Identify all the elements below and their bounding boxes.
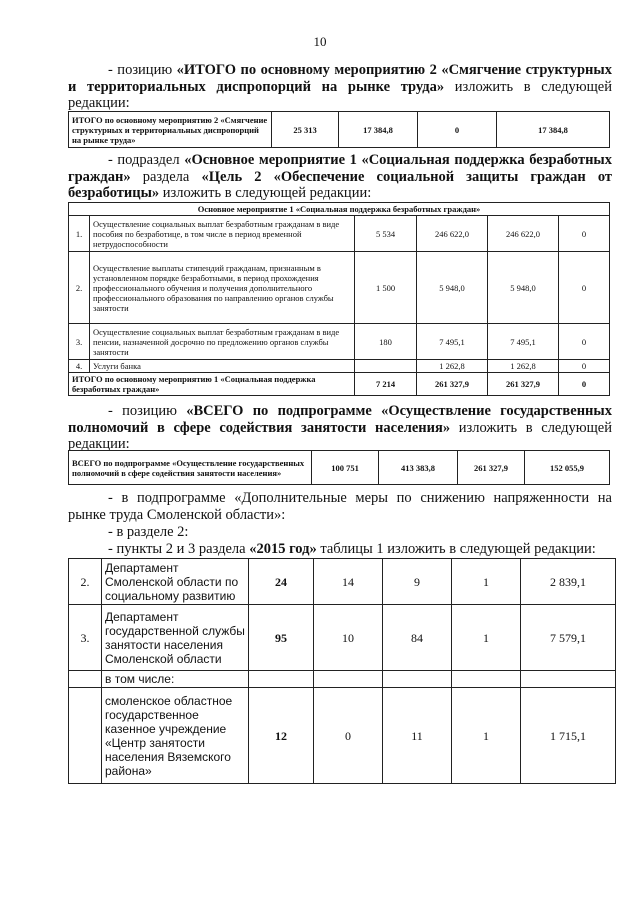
paragraph-subprogram: - в подпрограмме «Дополнительные меры по снижению напряженности на рынке труда Смоленской области»:: [68, 490, 612, 523]
para-mid: раздела: [130, 168, 202, 185]
row-value-c: 9: [383, 559, 452, 605]
row-value-e: 2 839,1: [521, 559, 616, 605]
row-value-a: 12: [249, 688, 314, 784]
itogo-2-v3: 0: [418, 112, 497, 148]
vsego-label: ВСЕГО по подпрограмме «Осуществление государственных полномочий в сфере содействия занятости населения»: [69, 451, 312, 485]
table-row: [69, 671, 616, 688]
itogo-2-v2: 17 384,8: [339, 112, 418, 148]
row-value-a: 95: [249, 605, 314, 671]
total-value-b: 261 327,9: [417, 373, 488, 396]
paragraph-itogo-2: [68, 62, 612, 112]
row-value-c: 246 622,0: [488, 216, 559, 252]
row-value-a: 24: [249, 559, 314, 605]
row-value-a: [355, 360, 417, 373]
row-number: 1.: [69, 216, 90, 252]
paragraph-subsection: [68, 152, 612, 202]
table-row: [69, 559, 616, 605]
table-row: [69, 216, 610, 252]
vsego-v2: 413 383,8: [379, 451, 458, 485]
row-value-d: 1: [452, 688, 521, 784]
para-bold: «Основное мероприятие 1 «Социальная поддержка безработных граждан»: [68, 152, 612, 185]
paragraph-points: [68, 541, 612, 558]
vsego-v1: 100 751: [312, 451, 379, 485]
row-value-a: 5 534: [355, 216, 417, 252]
row-value-b: 10: [314, 605, 383, 671]
row-value-d: 0: [559, 360, 610, 373]
para-bold: «ИТОГО по основному мероприятию 2 «Смягчение структурных и территориальных диспропорций на рынке труда»: [68, 62, 612, 95]
table-2015: [68, 558, 616, 784]
row-text: смоленское областное государственное казенное учреждение «Центр занятости населения Вяземского района»: [102, 688, 249, 784]
row-text: Осуществление социальных выплат безработным гражданам в виде пособия по безработице, в том числе в период временной нетрудоспособности: [90, 216, 355, 252]
para-rest: изложить в следующей редакции:: [159, 185, 372, 201]
row-value-e: 7 579,1: [521, 605, 616, 671]
itogo-2-table: [68, 111, 610, 148]
measure-1-header: Основное мероприятие 1 «Социальная поддержка безработных граждан»: [69, 203, 610, 216]
para-bold: «ВСЕГО по подпрограмме «Осуществление государственных полномочий в сфере содействия занятости населения»: [68, 403, 612, 436]
row-number: 3.: [69, 605, 102, 671]
row-value-d: 0: [559, 216, 610, 252]
paragraph-vsego: [68, 403, 612, 453]
row-number: 2.: [69, 559, 102, 605]
row-text: Департамент государственной службы занятости населения Смоленской области: [102, 605, 249, 671]
itogo-2-label: ИТОГО по основному мероприятию 2 «Смягчение структурных и территориальных диспропорций на рынке труда»: [69, 112, 272, 148]
table-row: [69, 688, 616, 784]
row-value-b: 246 622,0: [417, 216, 488, 252]
row-text: Осуществление социальных выплат безработным гражданам в виде пенсии, назначенной досрочно по предложению органов службы занятости: [90, 324, 355, 360]
row-value-c: 1 262,8: [488, 360, 559, 373]
row-value-e: 1 715,1: [521, 688, 616, 784]
para-bold: «Цель 2 «Обеспечение социальной защиты граждан от безработицы»: [68, 168, 613, 201]
row-value-c: 84: [383, 605, 452, 671]
para-dash: - позицию: [108, 62, 177, 78]
row-value-b: 5 948,0: [417, 252, 488, 324]
row-value-d: 0: [559, 252, 610, 324]
total-label: ИТОГО по основному мероприятию 1 «Социальная поддержка безработных граждан»: [69, 373, 355, 396]
row-value-c: 11: [383, 688, 452, 784]
table-row: [69, 324, 610, 360]
vsego-v3: 261 327,9: [458, 451, 525, 485]
total-value-c: 261 327,9: [488, 373, 559, 396]
including-label: в том числе:: [102, 671, 249, 688]
total-value-d: 0: [559, 373, 610, 396]
table-total-row: [69, 373, 610, 396]
table-row: [69, 360, 610, 373]
row-number: 4.: [69, 360, 90, 373]
row-text: Осуществление выплаты стипендий гражданам, признанным в установленном порядке безработными, в период прохождения профессионального обучения и получения дополнительного профессионального образования по направлению органов службы занятости: [90, 252, 355, 324]
row-value-a: 1 500: [355, 252, 417, 324]
page-number: 10: [313, 34, 327, 49]
row-value-c: 5 948,0: [488, 252, 559, 324]
paragraph-section-2: - в разделе 2:: [108, 524, 189, 540]
row-value-b: 1 262,8: [417, 360, 488, 373]
row-value-d: 0: [559, 324, 610, 360]
para-rest: изложить в следующей редакции:: [68, 419, 612, 452]
itogo-2-v1: 25 313: [272, 112, 339, 148]
row-value-a: 180: [355, 324, 417, 360]
row-number: 3.: [69, 324, 90, 360]
vsego-table: [68, 450, 610, 485]
row-value-b: 0: [314, 688, 383, 784]
row-text: Услуги банка: [90, 360, 355, 373]
row-value-c: 7 495,1: [488, 324, 559, 360]
itogo-2-v4: 17 384,8: [497, 112, 610, 148]
total-value-a: 7 214: [355, 373, 417, 396]
table-row: [69, 605, 616, 671]
row-value-b: 14: [314, 559, 383, 605]
para-bold: «2015 год»: [249, 541, 317, 557]
para-rest: таблицы 1 изложить в следующей редакции:: [316, 541, 596, 557]
row-text: Департамент Смоленской области по социальному развитию: [102, 559, 249, 605]
row-number: 2.: [69, 252, 90, 324]
para-dash: - подраздел: [108, 152, 185, 168]
para-dash: - позицию: [108, 403, 187, 419]
row-value-d: 1: [452, 559, 521, 605]
vsego-v4: 152 055,9: [525, 451, 610, 485]
measure-1-table: [68, 202, 610, 396]
row-value-b: 7 495,1: [417, 324, 488, 360]
para-rest: изложить в следующей редакции:: [68, 78, 612, 111]
table-row: [69, 252, 610, 324]
para-dash: - пункты 2 и 3 раздела: [108, 541, 250, 557]
row-value-d: 1: [452, 605, 521, 671]
